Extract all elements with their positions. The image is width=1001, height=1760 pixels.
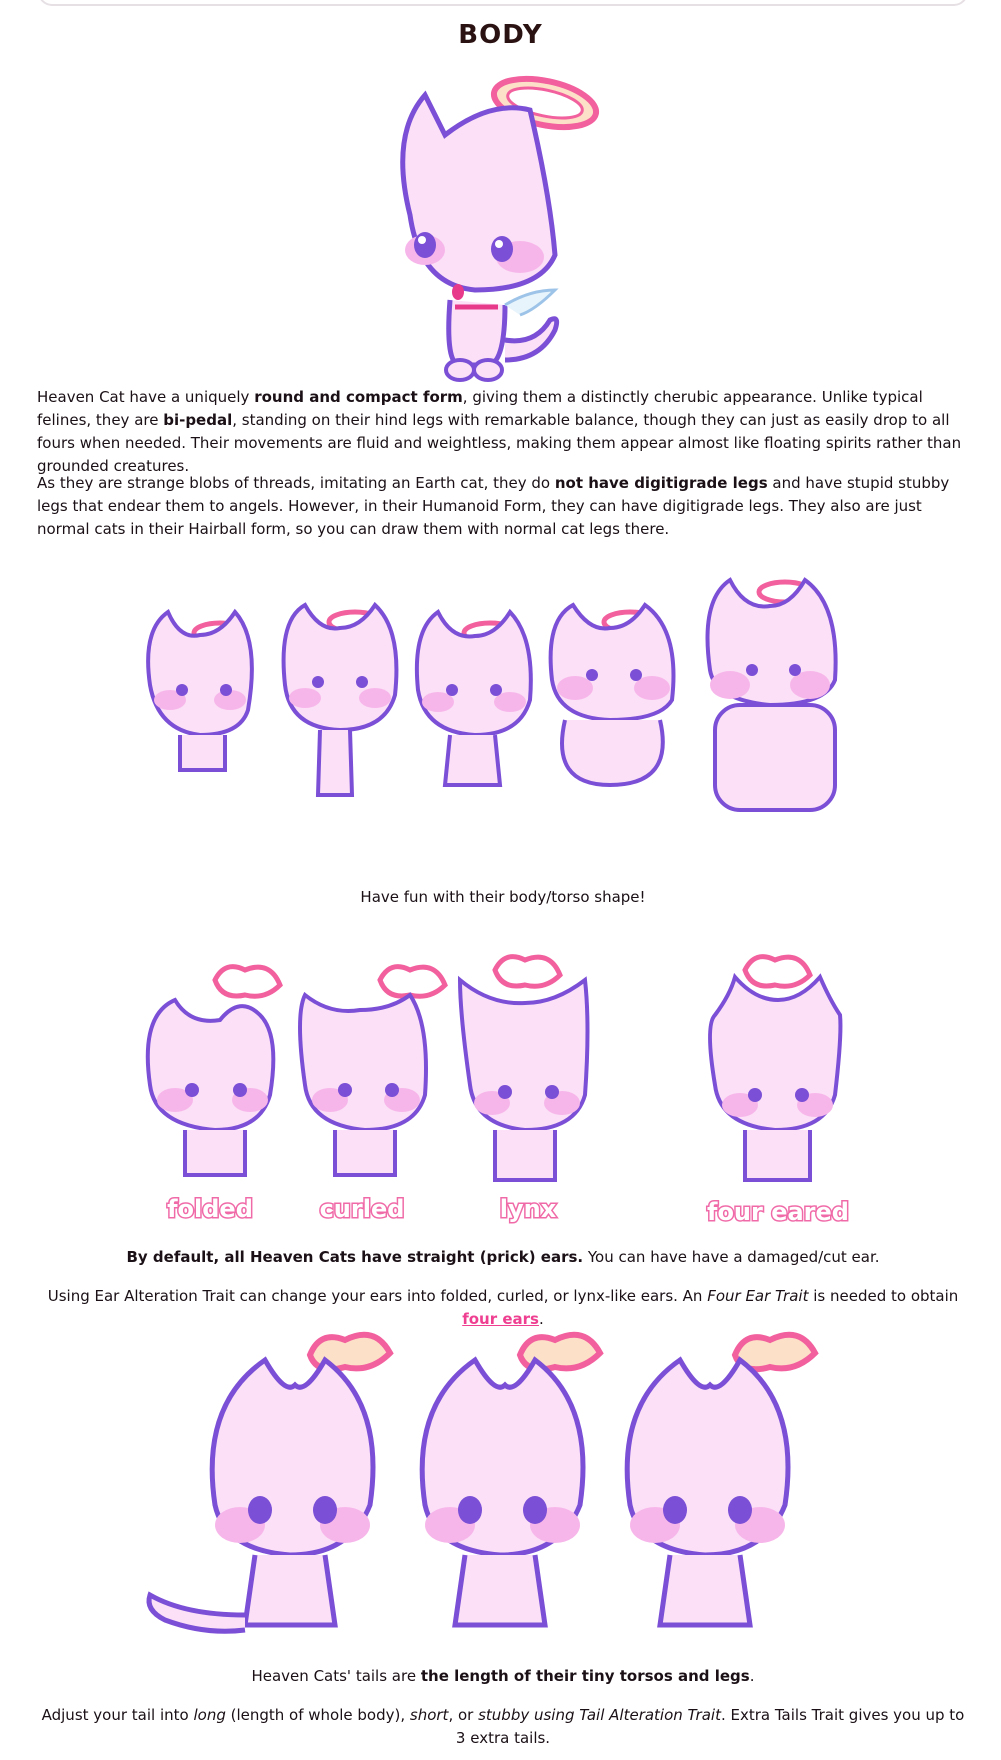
body-shape-cat-5 (708, 580, 836, 810)
ear-cat-lynx (460, 957, 588, 1223)
body-shape-cat-4 (551, 605, 674, 785)
ear-label-four-eared: four eared (707, 1198, 849, 1226)
body-shape-caption: Have fun with their body/torso shape! (360, 888, 646, 906)
ear-label-lynx: lynx (499, 1195, 557, 1223)
hero-cat-illustration (380, 75, 630, 385)
tail-cat-short (422, 1335, 600, 1625)
ear-types-illustration (130, 955, 870, 1230)
section-title: BODY (458, 20, 543, 50)
body-shape-cat-1 (148, 612, 252, 770)
page-card-edge (38, 0, 968, 6)
intro-paragraph-1: Heaven Cat have a uniquely round and compact form, giving them a distinctly cherubic appearance. Unlike typical felines, they are bi-pedal, standing on their hind legs with remarkable balance, though they can just as easily drop to all fours when needed. Their movements are fluid and weightless, making them appear almost like floating spirits rather than grounded creatures. (37, 388, 962, 475)
tail-types-illustration (145, 1325, 865, 1655)
ears-alteration-text: Using Ear Alteration Trait can change your ears into folded, curled, or lynx-like ears. An Four Ear Trait is needed to obtain four ears. (47, 1287, 959, 1328)
tails-alteration-text: Adjust your tail into long (length of whole body), short, or stubby using Tail Alteration Trait. Extra Tails Trait gives you up to 3 extra tails. (41, 1706, 965, 1747)
tails-length-text: Heaven Cats' tails are the length of their tiny torsos and legs. (251, 1667, 755, 1685)
ear-label-curled: curled (319, 1195, 405, 1223)
ear-cat-curled (300, 967, 445, 1223)
ear-label-folded: folded (167, 1195, 253, 1223)
body-shape-cat-2 (284, 605, 397, 795)
tail-cat-long (149, 1335, 390, 1631)
four-ears-link[interactable]: four ears (462, 1310, 539, 1328)
tail-cat-stubby (627, 1335, 815, 1625)
ear-cat-four-eared (707, 957, 849, 1226)
ear-cat-folded (148, 967, 280, 1223)
body-shape-cat-3 (417, 612, 531, 785)
ears-default-text: By default, all Heaven Cats have straight (prick) ears. You can have have a damaged/cut ear. (126, 1248, 880, 1266)
intro-paragraph-2: As they are strange blobs of threads, imitating an Earth cat, they do not have digitigrade legs and have stupid stubby legs that endear them to angels. However, in their Humanoid Form, they can have digitigrade legs. They also are just normal cats in their Hairball form, so you can draw them with normal cat legs there. (37, 474, 950, 538)
body-shapes-illustration (140, 570, 860, 870)
